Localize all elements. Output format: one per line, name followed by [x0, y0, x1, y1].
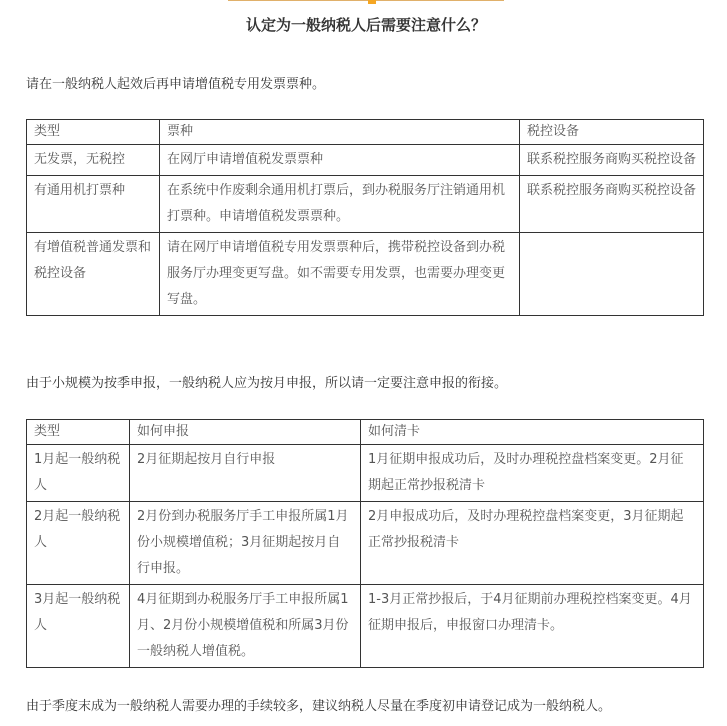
filing-table: [26, 419, 704, 668]
table-row: [27, 445, 704, 502]
header-cell: 如何清卡: [361, 420, 704, 445]
table-cell: 1月征期申报成功后，及时办理税控盘档案变更。2月征期起正常抄报税清卡: [361, 445, 704, 502]
table-cell: 4月征期到办税服务厅手工申报所属1月、2月份小规模增值税和所属3月份一般纳税人增值税。: [130, 585, 361, 668]
header-cell: 类型: [27, 120, 160, 145]
footer-paragraph: 由于季度末成为一般纳税人需要办理的手续较多，建议纳税人尽量在季度初申请登记成为一般纳税人。: [26, 699, 612, 714]
title-divider: [228, 0, 504, 1]
header-cell: 票种: [160, 120, 520, 145]
title-block: [228, 0, 504, 42]
table-cell: 有通用机打票种: [27, 176, 160, 233]
table-cell: 2月份到办税服务厅手工申报所属1月份小规模增值税；3月征期起按月自行申报。: [130, 502, 361, 585]
table-header-row: [27, 420, 704, 445]
table-cell: 请在网厅申请增值税专用发票票种后，携带税控设备到办税服务厅办理变更写盘。如不需要专用发票，也需要办理变更写盘。: [160, 233, 520, 316]
invoice-type-table: [26, 119, 704, 316]
table-cell: 无发票，无税控: [27, 145, 160, 176]
header-cell: 税控设备: [520, 120, 704, 145]
table-cell: 1月起一般纳税人: [27, 445, 130, 502]
table-header-row: [27, 120, 704, 145]
table-cell: 2月征期起按月自行申报: [130, 445, 361, 502]
table-cell: 联系税控服务商购买税控设备: [520, 176, 704, 233]
header-cell: 如何申报: [130, 420, 361, 445]
table-cell: 在系统中作废剩余通用机打票后，到办税服务厅注销通用机打票种。申请增值税发票票种。: [160, 176, 520, 233]
table-row: [27, 176, 704, 233]
page-title: 认定为一般纳税人后需要注意什么？: [245, 16, 486, 34]
table-row: [27, 585, 704, 668]
middle-paragraph: 由于小规模为按季申报，一般纳税人应为按月申报，所以请一定要注意申报的衔接。: [26, 376, 508, 391]
table-row: [27, 502, 704, 585]
intro-paragraph: 请在一般纳税人起效后再申请增值税专用发票票种。: [26, 77, 326, 92]
table-cell: [520, 233, 704, 316]
table-cell: 在网厅申请增值税发票票种: [160, 145, 520, 176]
table-cell: 2月起一般纳税人: [27, 502, 130, 585]
table-cell: 3月起一般纳税人: [27, 585, 130, 668]
table-cell: 2月申报成功后，及时办理税控盘档案变更，3月征期起正常抄报税清卡: [361, 502, 704, 585]
title-accent: [368, 0, 376, 4]
table-row: [27, 145, 704, 176]
table-cell: 有增值税普通发票和税控设备: [27, 233, 160, 316]
header-cell: 类型: [27, 420, 130, 445]
table-row: [27, 233, 704, 316]
table-cell: 联系税控服务商购买税控设备: [520, 145, 704, 176]
table-cell: 1-3月正常抄报后，于4月征期前办理税控档案变更。4月征期申报后，申报窗口办理清卡。: [361, 585, 704, 668]
